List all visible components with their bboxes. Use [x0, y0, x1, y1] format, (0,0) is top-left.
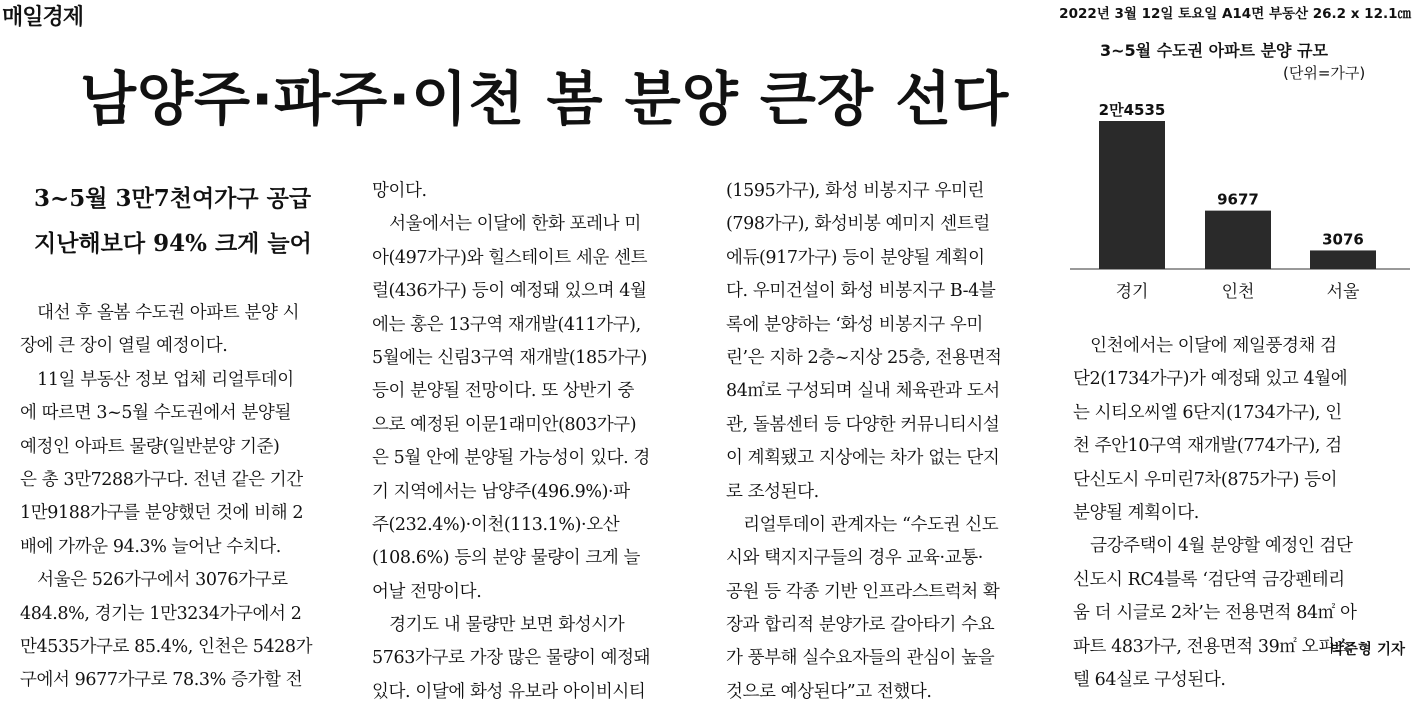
- bar-인천: [1205, 211, 1271, 269]
- article-line: 단신도시 우미린7차(875가구) 등이: [1073, 469, 1338, 490]
- byline: 박준형 기자: [1329, 642, 1405, 658]
- article-line: 가 풍부해 실수요자들의 관심이 높을: [726, 648, 995, 669]
- article-line: 금강주택이 4월 분양할 예정인 검단: [1073, 536, 1353, 557]
- bar-chart: [1070, 85, 1410, 315]
- article-line: 만4535가구로 85.4%, 인천은 5428가: [20, 636, 313, 657]
- issue-info: 2022년 3월 12일 토요일 A14면 부동산 26.2 x 12.1㎝: [1059, 6, 1411, 22]
- article-line: 인천에서는 이달에 제일풍경채 검: [1073, 336, 1337, 356]
- subhead-line-1: 3~5월 3만7천여가구 공급: [34, 185, 312, 212]
- article-column-1: [20, 297, 350, 698]
- bar-서울: [1310, 250, 1376, 269]
- article-line: 분양될 계획이다.: [1073, 502, 1199, 523]
- category-label: 인천: [1221, 282, 1255, 302]
- chart-title: 3~5월 수도권 아파트 분양 규모: [1100, 41, 1328, 60]
- article-line: 관, 돌봄센터 등 다양한 커뮤니티시설: [726, 414, 1000, 435]
- article-line: 등이 분양될 전망이다. 또 상반기 중: [372, 381, 635, 402]
- article-line: 으로 예정된 이문1래미안(803가구): [372, 414, 637, 435]
- article-line: 구에서 9677가구로 78.3% 증가할 전: [20, 670, 303, 691]
- article-line: 장에 큰 장이 열릴 예정이다.: [20, 336, 228, 357]
- article-line: 록에 분양하는 ‘화성 비봉지구 우미: [726, 314, 983, 335]
- article-line: 는 시티오씨엘 6단지(1734가구), 인: [1073, 402, 1342, 423]
- category-label: 경기: [1115, 282, 1149, 302]
- article-line: 있다. 이달에 화성 유보라 아이비시티: [372, 681, 646, 702]
- article-line: 서울에서는 이달에 한화 포레나 미: [372, 214, 641, 235]
- article-line: 장과 합리적 분양가로 갈아타기 수요: [726, 615, 995, 636]
- article-line: 기 지역에서는 남양주(496.9%)·파: [372, 481, 630, 502]
- article-column-2: [372, 175, 702, 709]
- article-line: 망이다.: [372, 181, 427, 201]
- article-line: (108.6%) 등의 분양 물량이 크게 늘: [372, 548, 641, 569]
- article-line: 시와 택지지구들의 경우 교육·교통·: [726, 548, 983, 569]
- category-label: 서울: [1326, 282, 1360, 302]
- article-line: 럴(436가구) 등이 예정돼 있으며 4월: [372, 281, 647, 302]
- data-label: 3076: [1322, 230, 1364, 249]
- article-line: 11일 부동산 정보 업체 리얼투데이: [20, 369, 294, 390]
- article-line: 배에 가까운 94.3% 늘어난 수치다.: [20, 536, 281, 557]
- article-line: 아(497가구)와 힐스테이트 세운 센트: [372, 247, 648, 268]
- article-line: 이 계획됐고 지상에는 차가 없는 단지: [726, 448, 1000, 469]
- article-line: 5763가구로 가장 많은 물량이 예정돼: [372, 648, 651, 669]
- article-line: 484.8%, 경기는 1만3234가구에서 2: [20, 603, 302, 624]
- bar-경기: [1099, 121, 1165, 269]
- article-line: 예정인 아파트 물량(일반분양 기준): [20, 436, 280, 457]
- article-line: 텔 64실로 구성된다.: [1073, 669, 1226, 690]
- chart-unit: (단위=가구): [1283, 64, 1366, 82]
- article-line: 은 5월 안에 분양될 가능성이 있다. 경: [372, 448, 650, 469]
- article-line: 파트 483가구, 전용면적 39㎡ 오피스: [1073, 636, 1352, 657]
- headline: 남양주·파주·이천 봄 분양 큰장 선다: [80, 65, 1010, 133]
- article-line: 에 따르면 3~5월 수도권에서 분양될: [20, 403, 291, 424]
- article-line: 대선 후 올봄 수도권 아파트 분양 시: [20, 303, 300, 323]
- article-line: 서울은 526가구에서 3076가구로: [20, 570, 288, 591]
- article-line: 천 주안10구역 재개발(774가구), 검: [1073, 436, 1342, 457]
- article-column-3: [726, 175, 1056, 709]
- article-line: 것으로 예상된다”고 전했다.: [726, 681, 932, 702]
- article-line: 경기도 내 물량만 보면 화성시가: [372, 615, 625, 636]
- article-line: (798가구), 화성비봉 예미지 센트럴: [726, 214, 990, 235]
- article-line: 84㎡로 구성되며 실내 체육관과 도서: [726, 381, 1000, 402]
- article-line: 로 조성된다.: [726, 481, 819, 502]
- article-line: 린’은 지하 2층~지상 25층, 전용면적: [726, 347, 1002, 368]
- article-line: 은 총 3만7288가구다. 전년 같은 기간: [20, 469, 303, 490]
- article-line: 에듀(917가구) 등이 분양될 계획이: [726, 247, 985, 268]
- article-line: 리얼투데이 관계자는 “수도권 신도: [726, 514, 999, 535]
- article-line: 5월에는 신림3구역 재개발(185가구): [372, 347, 647, 368]
- subhead-line-2: 지난해보다 94% 크게 늘어: [34, 230, 312, 257]
- article-line: 에는 홍은 13구역 재개발(411가구),: [372, 314, 641, 335]
- article-line: 어날 전망이다.: [372, 581, 482, 602]
- article-line: (1595가구), 화성 비봉지구 우미린: [726, 181, 984, 201]
- article-line: 주(232.4%)·이천(113.1%)·오산: [372, 514, 620, 535]
- article-line: 다. 우미건설이 화성 비봉지구 B-4블: [726, 281, 996, 302]
- article-line: 신도시 RC4블록 ‘검단역 금강펜테리: [1073, 569, 1345, 590]
- data-label: 2만4535: [1098, 101, 1166, 119]
- article-line: 1만9188가구를 분양했던 것에 비해 2: [20, 503, 304, 524]
- article-line: 움 더 시글로 2차’는 전용면적 84㎡ 아: [1073, 603, 1357, 624]
- article-line: 공원 등 각종 기반 인프라스트럭처 확: [726, 581, 1000, 602]
- newspaper-masthead: 매일경제: [2, 5, 84, 30]
- article-line: 단2(1734가구)가 예정돼 있고 4월에: [1073, 369, 1348, 390]
- data-label: 9677: [1217, 190, 1259, 209]
